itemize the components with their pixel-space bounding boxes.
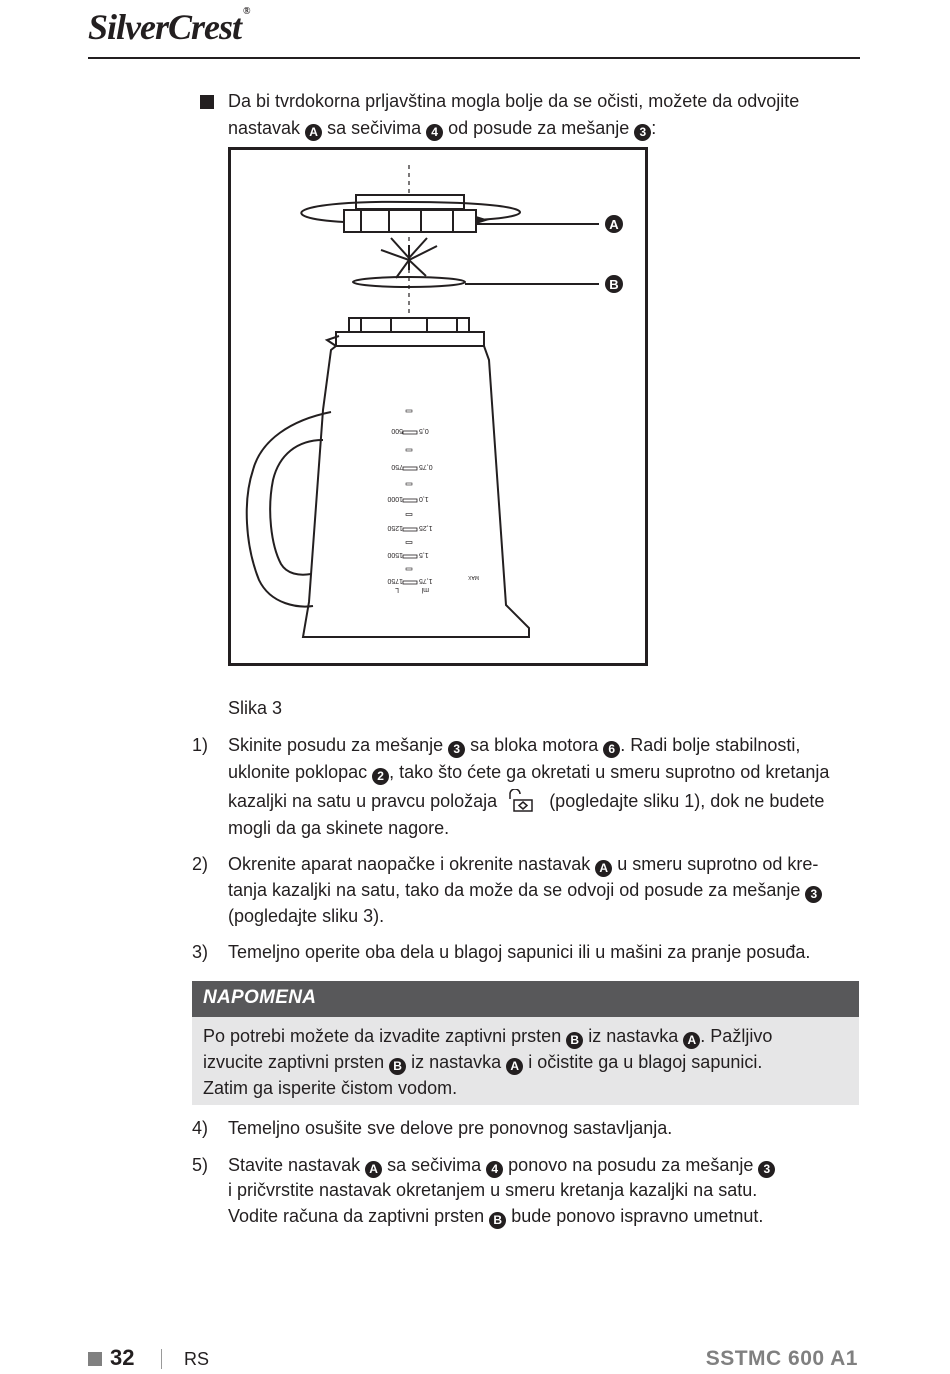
scale-ml-label: 1250	[387, 524, 403, 531]
text: . Radi bolje stabilnosti,	[620, 735, 801, 755]
scale-l-label: 0,5	[419, 427, 429, 434]
step-2-line-1	[228, 851, 818, 878]
scale-ml-label: 1750	[387, 577, 403, 584]
step-2-line-3: (pogledajte sliku 3).	[228, 906, 385, 926]
brand-logo	[88, 6, 250, 48]
ref-badge-2: 2	[372, 768, 389, 785]
step-5-line-1	[228, 1152, 775, 1179]
page-number: 32	[110, 1345, 135, 1370]
scale-l-label: 1,25	[419, 524, 433, 531]
scale-l-label: 1,0	[419, 495, 429, 502]
step-1-line-3	[228, 788, 824, 815]
registered-mark: ®	[243, 6, 250, 17]
scale-max-label: MAX	[468, 574, 479, 580]
text: Skinite posudu za mešanje	[228, 735, 444, 755]
step-5-number: 5)	[192, 1155, 209, 1175]
ref-badge-6: 6	[603, 741, 620, 758]
text: i očistite ga u blagoj sapunici.	[528, 1052, 763, 1072]
intro-line-2	[228, 115, 656, 142]
figure-3	[228, 147, 648, 666]
ref-badge-3: 3	[758, 1161, 775, 1178]
ref-badge-3: 3	[805, 886, 822, 903]
scale-ml-label: 500	[391, 427, 403, 434]
note-header	[192, 981, 859, 1017]
text: Vodite računa da zaptivni prsten	[228, 1206, 485, 1226]
text: u smeru suprotno od kre-	[617, 854, 819, 874]
ref-badge-a: A	[595, 860, 612, 877]
ref-badge-4: 4	[426, 124, 443, 141]
scale-l-label: 1,75	[419, 577, 433, 584]
scale-ml-label: 1000	[387, 495, 403, 502]
scale-unit-label: ml	[421, 586, 429, 593]
language-code: RS	[184, 1349, 210, 1369]
note-line-3: Zatim ga isperite čistom vodom.	[203, 1078, 458, 1098]
text: Okrenite aparat naopačke i okrenite nastavak	[228, 854, 591, 874]
text: sa sečivima	[327, 118, 422, 138]
text: (pogledajte sliku 1), dok ne budete	[549, 791, 825, 811]
header-rule	[88, 57, 860, 59]
note-line-2	[203, 1049, 762, 1076]
text: , tako što ćete ga okretati u smeru suprotno od kretanja	[389, 762, 830, 782]
step-5-line-3	[228, 1203, 763, 1230]
step-5-line-2: i pričvrstite nastavak okretanjem u smeru kretanja kazaljki na satu.	[228, 1180, 758, 1200]
model-number: SSTMC 600 A1	[705, 1347, 858, 1370]
scale-ml-label: 1500	[387, 551, 403, 558]
text: nastavak	[228, 118, 301, 138]
step-3-number: 3)	[192, 942, 209, 962]
text: tanja kazaljki na satu, tako da može da se odvoji od posude za mešanje	[228, 880, 801, 900]
ref-badge-a: A	[683, 1032, 700, 1049]
step-1-number: 1)	[192, 735, 209, 755]
text: . Pažljivo	[700, 1026, 773, 1046]
footer-separator	[161, 1349, 162, 1369]
text: od posude za mešanje	[448, 118, 630, 138]
step-1-line-1	[228, 732, 800, 759]
figure-caption: Slika 3	[228, 698, 283, 718]
scale-unit-label: L	[395, 586, 399, 593]
text: iz nastavka	[411, 1052, 502, 1072]
note-title: NAPOMENA	[203, 987, 317, 1008]
ref-badge-b: B	[566, 1032, 583, 1049]
scale-l-label: 1,5	[419, 551, 429, 558]
scale-ml-label: 750	[391, 463, 403, 470]
step-2-line-2	[228, 877, 822, 904]
scale-l-label: 0,75	[419, 463, 433, 470]
footer-square	[88, 1352, 102, 1366]
ref-badge-a: A	[506, 1058, 523, 1075]
text: Stavite nastavak	[228, 1155, 361, 1175]
text: sa sečivima	[387, 1155, 482, 1175]
ref-badge-a: A	[365, 1161, 382, 1178]
step-4-line-1: Temeljno osušite sve delove pre ponovnog sastavljanja.	[228, 1118, 673, 1138]
text: sa bloka motora	[470, 735, 599, 755]
callout-a-label: A	[609, 217, 619, 232]
ref-badge-a: A	[305, 124, 322, 141]
text: uklonite poklopac	[228, 762, 368, 782]
text: bude ponovo ispravno umetnut.	[511, 1206, 764, 1226]
intro-line-1: Da bi tvrdokorna prljavština mogla bolje da se očisti, možete da odvojite	[228, 91, 800, 111]
text: iz nastavka	[588, 1026, 679, 1046]
ref-badge-4: 4	[486, 1161, 503, 1178]
text: izvucite zaptivni prsten	[203, 1052, 385, 1072]
brand-name: SilverCrest	[88, 7, 242, 47]
text: Po potrebi možete da izvadite zaptivni prsten	[203, 1026, 562, 1046]
bullet-square	[200, 95, 214, 109]
text: kazaljki na satu u pravcu položaja	[228, 791, 498, 811]
callout-b-label: B	[609, 277, 619, 292]
ref-badge-b: B	[489, 1212, 506, 1229]
step-4-number: 4)	[192, 1118, 209, 1138]
step-2-number: 2)	[192, 854, 209, 874]
unlock-icon	[506, 789, 536, 811]
ref-badge-b: B	[389, 1058, 406, 1075]
text: :	[651, 118, 657, 138]
step-1-line-2	[228, 759, 829, 786]
text: ponovo na posudu za mešanje	[508, 1155, 754, 1175]
ref-badge-3: 3	[634, 124, 651, 141]
step-3-line-1: Temeljno operite oba dela u blagoj sapunici ili u mašini za pranje posuđa.	[228, 942, 811, 962]
ref-badge-3: 3	[448, 741, 465, 758]
step-1-line-4: mogli da ga skinete nagore.	[228, 818, 450, 838]
note-line-1	[203, 1023, 772, 1050]
blender-illustration	[231, 150, 645, 663]
